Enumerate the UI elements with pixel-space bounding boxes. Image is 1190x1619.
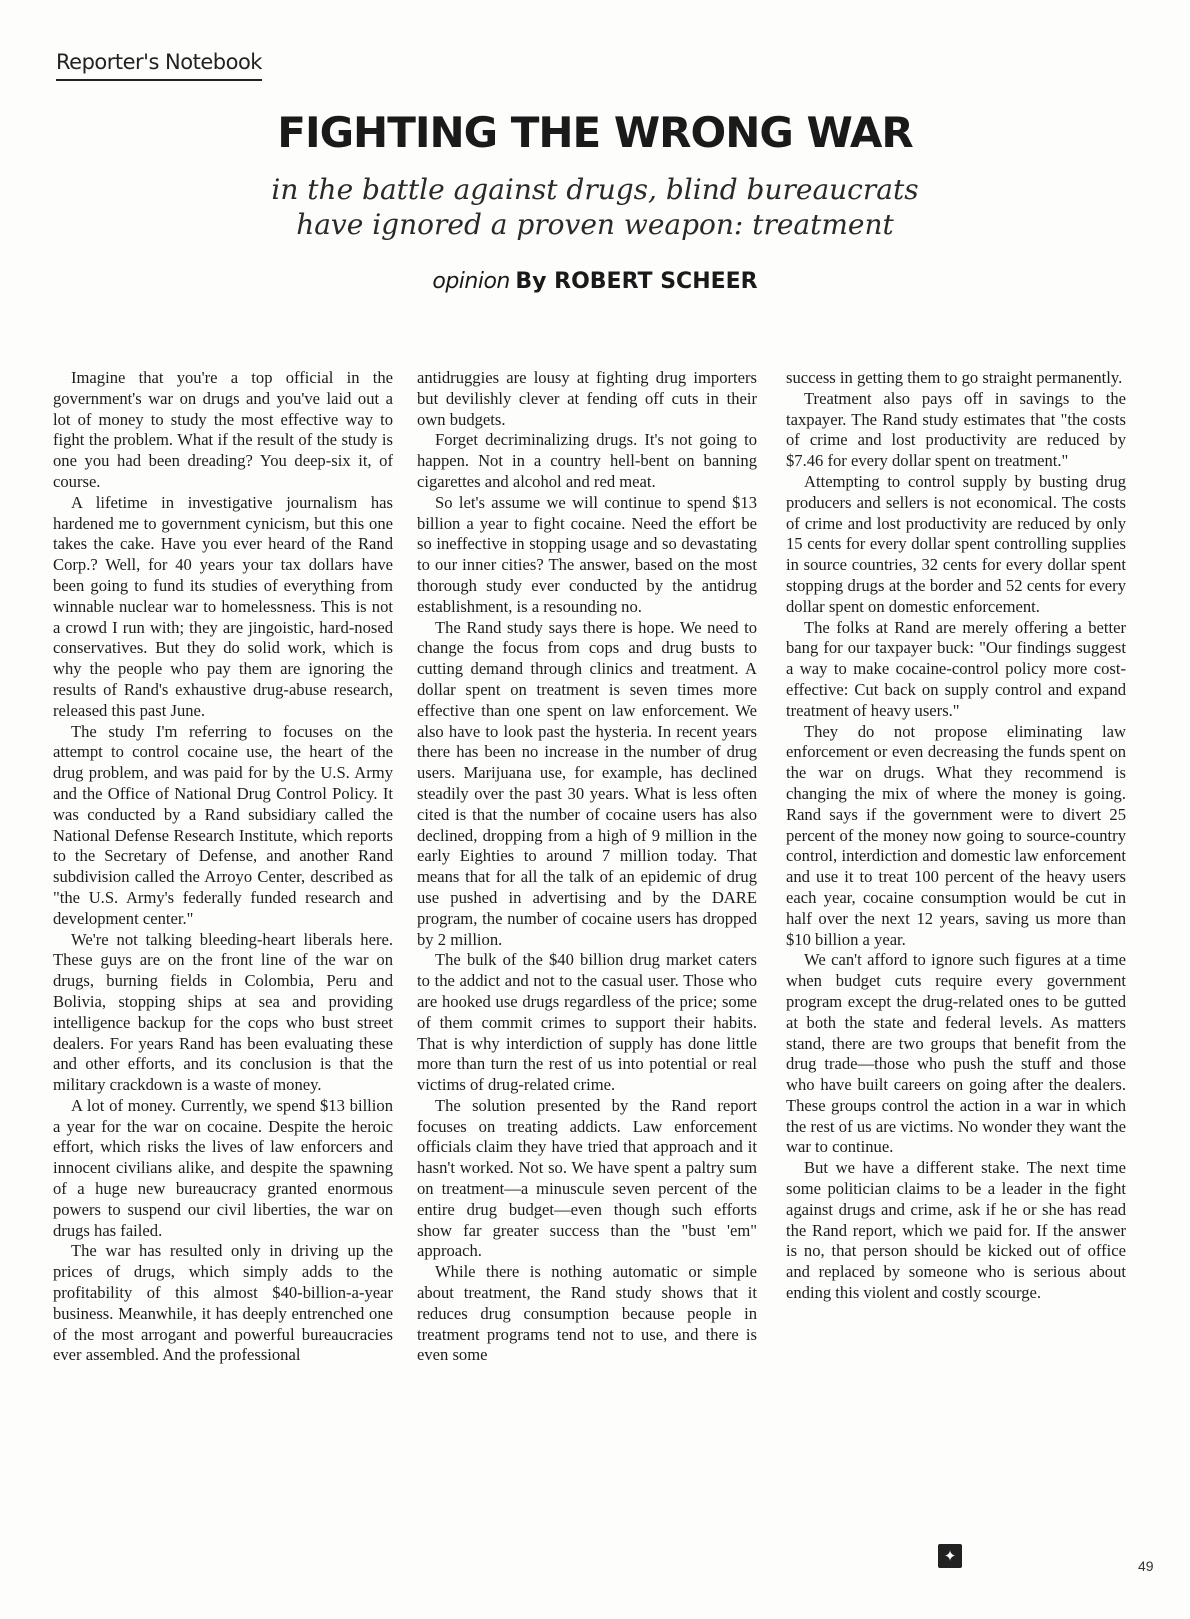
byline-author: By ROBERT SCHEER <box>515 269 758 294</box>
section-label: Reporter's Notebook <box>56 50 262 81</box>
paragraph: The folks at Rand are merely offering a better bang for our taxpayer buck: "Our findings suggest a way to make cocaine-control policy more cost-effective: Cut back on supply control and expand treatment of heavy users." <box>786 617 1126 720</box>
paragraph: But we have a different stake. The next time some politician claims to be a leader in the fight against drugs and crime, ask if he or she has read the Rand report, which we paid for. If the answer is no, that person should be kicked out of office and replaced by someone who is serious about ending this violent and costly scourge. <box>786 1158 1126 1303</box>
paragraph: We can't afford to ignore such figures at a time when budget cuts require every government program except the drug-related ones to be gutted at both the state and federal levels. As matters stand, there are two groups that benefit from the drug trade—those who push the stuff and those who have built careers on going after the dealers. These groups control the action in a war in which the rest of us are victims. No wonder they want the war to continue. <box>786 950 1126 1157</box>
paragraph: The war has resulted only in driving up the prices of drugs, which simply adds to the profitability of this almost $40-billion-a-year business. Meanwhile, it has deeply entrenched one of the most arrogant and powerful bureaucracies ever assembled. And the professional <box>53 1241 393 1365</box>
paragraph: Forget decriminalizing drugs. It's not going to happen. Not in a country hell-bent on banning cigarettes and alcohol and red meat. <box>417 430 757 491</box>
deck-line-2: have ignored a proven weapon: treatment <box>296 208 894 241</box>
paragraph: They do not propose eliminating law enforcement or even decreasing the funds spent on the war on drugs. What they recommend is changing the mix of where the money is going. Rand says if the government were to divert 25 percent of the money now going to source-country control, interdiction and domestic law enforcement and use it to treat 100 percent of the heavy users each year, cocaine consumption would be cut in half over the next 12 years, saving us more than $10 billion a year. <box>786 721 1126 949</box>
paragraph: antidruggies are lousy at fighting drug importers but devilishly clever at fending off cuts in their own budgets. <box>417 368 757 429</box>
paragraph: The solution presented by the Rand report focuses on treating addicts. Law enforcement officials claim they have tried that approach and it hasn't worked. Not so. We have spent a paltry sum on treatment—a minuscule seven percent of the entire drug budget—even though such efforts show far greater success than the "bust 'em" approach. <box>417 1095 757 1261</box>
paragraph: Imagine that you're a top official in the government's war on drugs and you've laid out a lot of money to study the most effective way to fight the problem. What if the result of the study is one you had been dreading? You deep-six it, of course. <box>53 368 393 491</box>
headline: FIGHTING THE WRONG WAR <box>277 108 913 157</box>
paragraph: success in getting them to go straight permanently. <box>786 368 1123 387</box>
article-column-2 <box>417 368 757 1366</box>
paragraph: Treatment also pays off in savings to the taxpayer. The Rand study estimates that "the costs of crime and lost productivity are reduced by $7.46 for every dollar spent on treatment." <box>786 388 1126 471</box>
byline-kicker: opinion <box>432 269 510 294</box>
article-column-3 <box>786 368 1126 1304</box>
paragraph: The bulk of the $40 billion drug market caters to the addict and not to the casual user. Those who are hooked use drugs regardless of the price; some of them commit crimes to support their habits. That is why interdiction of supply has done little more than turn the rest of us into potential or real victims of drug-related crime. <box>417 950 757 1095</box>
paragraph: The study I'm referring to focuses on the attempt to control cocaine use, the heart of the drug problem, and was paid for by the U.S. Army and the Office of National Drug Control Policy. It was conducted by a Rand subsidiary called the National Defense Research Institute, which reports to the Secretary of Defense, and another Rand subdivision called the Arroyo Center, described as "the U.S. Army's federally funded research and development center." <box>53 721 393 928</box>
deck <box>0 172 1190 242</box>
paragraph: We're not talking bleeding-heart liberals here. These guys are on the front line of the war on drugs, burning fields in Colombia, Peru and Bolivia, stopping ships at sea and providing intelligence backup for the cops who bust street dealers. For years Rand has been evaluating these and other efforts, and its conclusion is that the military crackdown is a waste of money. <box>53 929 393 1095</box>
page-number: 49 <box>1138 1558 1154 1574</box>
playboy-bunny-icon: ✦ <box>938 1544 962 1568</box>
article-column-1 <box>53 368 393 1366</box>
byline <box>0 268 1190 294</box>
deck-line-1: in the battle against drugs, blind bureaucrats <box>271 173 919 206</box>
paragraph: A lifetime in investigative journalism has hardened me to government cynicism, but this one takes the cake. Have you ever heard of the Rand Corp.? Well, for 40 years your tax dollars have been going to fund its studies of everything from winnable nuclear war to homelessness. This is not a crowd I run with; they are jingoistic, hard-nosed conservatives. But they do solid work, which is why the people who pay them are ignoring the results of Rand's exhaustive drug-abuse research, released this past June. <box>53 492 393 720</box>
paragraph: The Rand study says there is hope. We need to change the focus from cops and drug busts to cutting demand through clinics and treatment. A dollar spent on treatment is seven times more effective than one spent on law enforcement. We also have to look past the hysteria. In recent years there has been no increase in the number of drug users. Marijuana use, for example, has declined steadily over the past 30 years. What is less often cited is that the number of cocaine users has also declined, dropping from a high of 9 million in the early Eighties to around 7 million today. That means that for all the talk of an epidemic of drug use pushed in advertising and by the DARE program, the number of cocaine users has dropped by 2 million. <box>417 617 757 949</box>
paragraph: Attempting to control supply by busting drug producers and sellers is not economical. The costs of crime and lost productivity are reduced by only 15 cents for every dollar spent controlling supplies in source countries, 32 cents for every dollar spent stopping drugs at the border and 52 cents for every dollar spent on domestic enforcement. <box>786 471 1126 616</box>
paragraph: While there is nothing automatic or simple about treatment, the Rand study shows that it reduces drug consumption because people in treatment programs tend not to use, and there is even some <box>417 1262 757 1365</box>
paragraph: So let's assume we will continue to spend $13 billion a year to fight cocaine. Need the effort be so ineffective in stopping usage and so devastating to our inner cities? The answer, based on the most thorough study ever conducted by the antidrug establishment, is a resounding no. <box>417 492 757 616</box>
paragraph: A lot of money. Currently, we spend $13 billion a year for the war on cocaine. Despite the heroic effort, which risks the lives of law enforcers and innocent civilians alike, and despite the spawning of a huge new bureaucracy granted enormous powers to suspend our civil liberties, the war on drugs has failed. <box>53 1095 393 1240</box>
